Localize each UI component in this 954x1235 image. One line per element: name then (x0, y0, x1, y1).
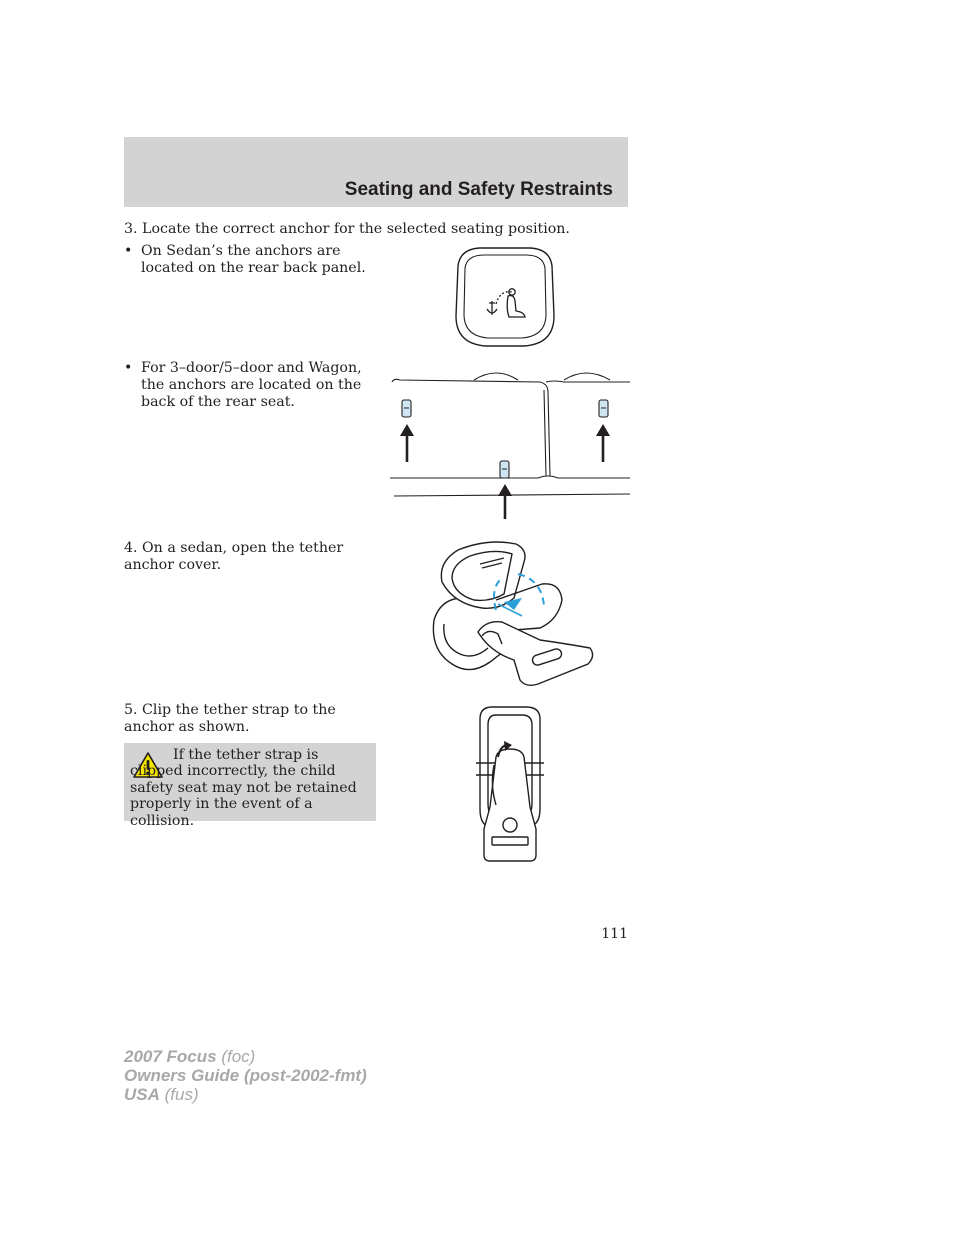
step-4-text (124, 540, 343, 574)
anchor-center (500, 461, 509, 478)
arrow-right-icon (596, 424, 610, 462)
footer-region: USA (124, 1085, 160, 1104)
step-4-line-1: 4. On a sedan, open the tether (124, 540, 344, 556)
footer-line-3 (124, 1085, 367, 1104)
step-5-text (124, 702, 336, 736)
tether-clip-illustration (474, 705, 546, 865)
bullet-hatch-line-2: the anchors are located on the (141, 377, 362, 393)
step-4-line-2: anchor cover. (124, 557, 222, 573)
footer-guide: Owners Guide (post-2002-fmt) (124, 1066, 367, 1085)
arrow-center-icon (498, 484, 512, 519)
step-5-line-2: anchor as shown. (124, 719, 250, 735)
rear-seat-anchors-illustration (388, 368, 630, 524)
footer-line-1 (124, 1047, 367, 1066)
step-3-text: 3. Locate the correct anchor for the selected seating position. (124, 221, 570, 237)
step-5-line-1: 5. Clip the tether strap to the (124, 702, 336, 718)
open-anchor-cover-illustration (430, 540, 598, 690)
footer-model: 2007 Focus (124, 1047, 217, 1066)
warning-box (124, 743, 376, 829)
bullet-glyph: • (124, 243, 133, 259)
bullet-sedan-line-2: located on the rear back panel. (141, 260, 366, 276)
footer-region-code: (fus) (159, 1085, 199, 1104)
arrow-left-icon (400, 424, 414, 462)
footer-line-2 (124, 1066, 367, 1085)
section-title: Seating and Safety Restraints (344, 179, 613, 200)
anchor-right (599, 400, 608, 417)
anchor-left (402, 400, 411, 417)
bullet-hatch-line-3: back of the rear seat. (141, 394, 295, 410)
sedan-anchor-cover-illustration (450, 246, 560, 348)
page-number: 111 (601, 926, 628, 942)
bullet-hatch-line-1: For 3–door/5–door and Wagon, (141, 360, 362, 376)
warning-text: If the tether strap is clipped incorrectly, the child safety seat may not be retained properly in the event of a collision. (130, 747, 357, 829)
document-footer (124, 1047, 367, 1104)
bullet-sedan-line-1: On Sedan’s the anchors are (141, 243, 341, 259)
section-header (124, 137, 628, 207)
bullet-glyph: • (124, 360, 133, 376)
footer-model-code: (foc) (216, 1047, 256, 1066)
